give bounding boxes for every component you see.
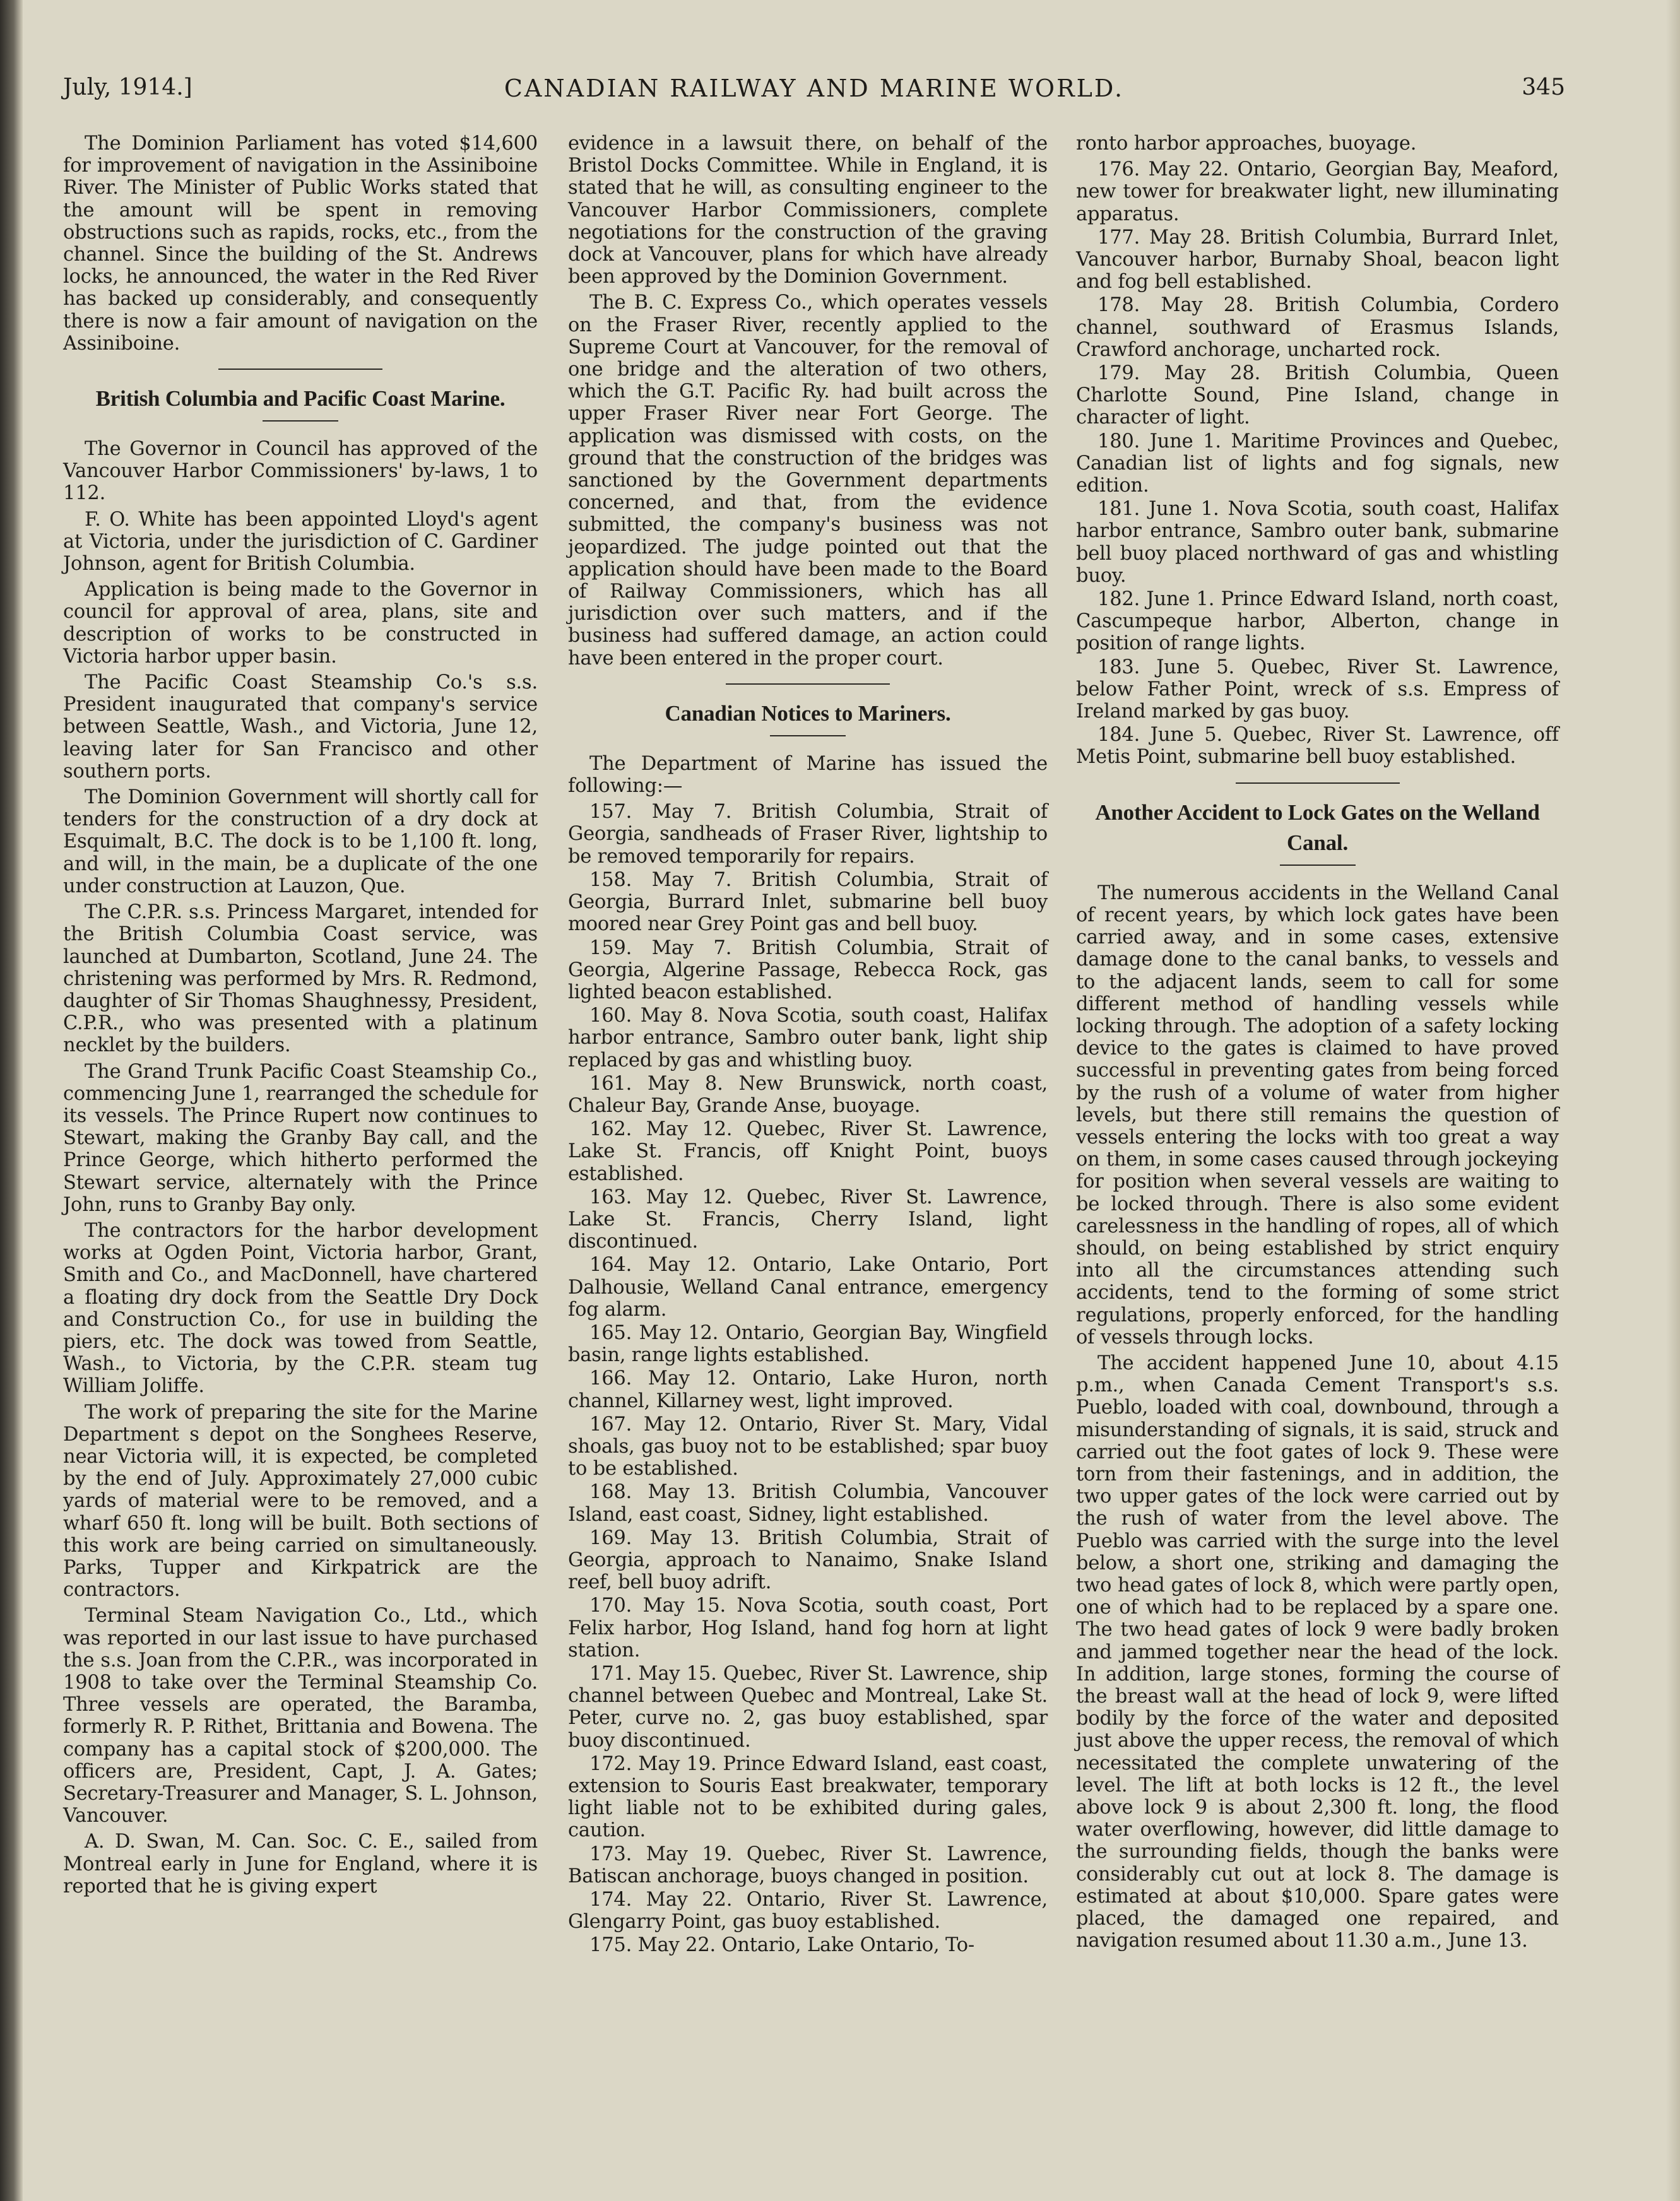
- notice-item: 169. May 13. British Columbia, Strait of Georgia, approach to Nanaimo, Snake Island reef, bell buoy adrift.: [568, 1526, 1048, 1594]
- notice-item: 157. May 7. British Columbia, Strait of Georgia, sandheads of Fraser River, lightship to be removed temporarily for repairs.: [568, 801, 1048, 868]
- divider: [770, 735, 846, 736]
- section-heading-welland-canal: Another Accident to Lock Gates on the Welland Canal.: [1095, 800, 1540, 855]
- paragraph: F. O. White has been appointed Lloyd's agent at Victoria, under the jurisdiction of C. Gardiner Johnson, agent for British Columbia.: [63, 508, 538, 575]
- page-number: 345: [1522, 74, 1565, 100]
- column-3: [1076, 133, 1559, 1956]
- notice-item: 168. May 13. British Columbia, Vancouver Island, east coast, Sidney, light established.: [568, 1481, 1048, 1526]
- paragraph: Terminal Steam Navigation Co., Ltd., which was reported in our last issue to have purchased the s.s. Joan from the C.P.R., was incorporated in 1908 to take over the Terminal Steamship Co. Three vessels are operated, the Baramba, formerly R. P. Rithet, Brittania and Bowena. The company has a capital stock of $200,000. The officers are, President, Capt, J. A. Gates; Secretary-Treasurer and Manager, S. L. Johnson, Vancouver.: [63, 1605, 538, 1827]
- notice-item: 164. May 12. Ontario, Lake Ontario, Port Dalhousie, Welland Canal entrance, emergency fog alarm.: [568, 1254, 1048, 1321]
- notice-item: 177. May 28. British Columbia, Burrard Inlet, Vancouver harbor, Burnaby Shoal, beacon light and fog bell established.: [1076, 226, 1559, 293]
- column-1: [63, 133, 538, 1901]
- paragraph: The work of preparing the site for the Marine Department s depot on the Songhees Reserve, near Victoria will, it is expected, be completed by the end of July. Approximately 27,000 cubic yards of material were to be removed, and a wharf 650 ft. long will be built. Both sections of this work are being carried on simultaneously. Parks, Tupper and Kirkpatrick are the contractors.: [63, 1401, 538, 1602]
- paragraph: The contractors for the harbor development works at Ogden Point, Victoria harbor, Grant, Smith and Co., and MacDonnell, have chartered a floating dry dock from the Seattle Dry Dock and Construction Co., for use in building the piers, etc. The dock was towed from Seattle, Wash., to Victoria, by the C.P.R. steam tug William Joliffe.: [63, 1219, 538, 1398]
- notice-item: 158. May 7. British Columbia, Strait of Georgia, Burrard Inlet, submarine bell buoy moored near Grey Point gas and bell buoy.: [568, 868, 1048, 936]
- notice-item: 170. May 15. Nova Scotia, south coast, Port Felix harbor, Hog Island, hand fog horn at light station.: [568, 1595, 1048, 1661]
- notice-item: 179. May 28. British Columbia, Queen Charlotte Sound, Pine Island, change in character of light.: [1076, 362, 1559, 429]
- divider: [263, 420, 338, 422]
- notice-item: 180. June 1. Maritime Provinces and Quebec, Canadian list of lights and fog signals, new edition.: [1076, 430, 1559, 497]
- notice-item: 181. June 1. Nova Scotia, south coast, Halifax harbor entrance, Sambro outer bank, submarine bell buoy placed northward of gas and whistling buoy.: [1076, 498, 1559, 587]
- paragraph: Application is being made to the Governor in council for approval of area, plans, site and description of works to be constructed in Victoria harbor upper basin.: [63, 579, 538, 668]
- paragraph: The Pacific Coast Steamship Co.'s s.s. President inaugurated that company's service between Seattle, Wash., and Victoria, June 12, leaving later for San Francisco and other southern ports.: [63, 671, 538, 782]
- notice-item: 174. May 22. Ontario, River St. Lawrence, Glengarry Point, gas buoy established.: [568, 1889, 1048, 1933]
- paragraph: The B. C. Express Co., which operates vessels on the Fraser River, recently applied to the Supreme Court at Vancouver, for the removal of one bridge and the alteration of two others, which the G.T. Pacific Ry. had built across the upper Fraser River near Fort George. The application was dismissed with costs, on the ground that the construction of the bridges was sanctioned by the Government departments concerned, and that, from the evidence submitted, the company's business was not jeopardized. The judge pointed out that the application should have been made to the Board of Railway Commissioners, which has all jurisdiction over such matters, and if the business had suffered damage, an action could have been entered in the proper court.: [568, 292, 1048, 670]
- notice-item: 178. May 28. British Columbia, Cordero channel, southward of Erasmus Islands, Crawford anchorage, uncharted rock.: [1076, 294, 1559, 361]
- notice-item: 166. May 12. Ontario, Lake Huron, north channel, Killarney west, light improved.: [568, 1367, 1048, 1412]
- paragraph: The Grand Trunk Pacific Coast Steamship Co., commencing June 1, rearranged the schedule for its vessels. The Prince Rupert now continues to Stewart, making the Granby Bay call, and the Prince George, which hitherto performed the Stewart service, alternately with the Prince John, runs to Granby Bay only.: [63, 1060, 538, 1216]
- notice-item: 176. May 22. Ontario, Georgian Bay, Meaford, new tower for breakwater light, new illuminating apparatus.: [1076, 158, 1559, 225]
- paragraph: The numerous accidents in the Welland Canal of recent years, by which lock gates have been carried away, and in some cases, extensive damage done to the canal banks, to vessels and to the adjacent lands, seem to call for some different method of handling vessels while locking through. The adoption of a safety locking device to the gates is claimed to have proved successful in preventing gates from being forced by the rush of a volume of water from higher levels, but there still remains the question of vessels entering the locks with too great a way on them, in some cases caused through jockeying for position when several vessels are waiting to be locked through. There is also some evident carelessness in the handling of ropes, all of which should, on being established by strict enquiry into all the circumstances attending such accidents, tend to the forming of some strict regulations, properly enforced, for the handling of vessels through locks.: [1076, 882, 1559, 1348]
- notice-item: 167. May 12. Ontario, River St. Mary, Vidal shoals, gas buoy not to be established; spar buoy to be established.: [568, 1413, 1048, 1480]
- book-spine-shadow: [0, 0, 23, 2201]
- header-date: July, 1914.]: [63, 74, 192, 100]
- paragraph: The Governor in Council has approved of the Vancouver Harbor Commissioners' by-laws, 1 to 112.: [63, 438, 538, 505]
- notice-item: 163. May 12. Quebec, River St. Lawrence, Lake St. Francis, Cherry Island, light discontinued.: [568, 1186, 1048, 1253]
- notice-item: 175. May 22. Ontario, Lake Ontario, To-: [589, 1934, 975, 1957]
- divider: [218, 369, 382, 370]
- divider: [726, 683, 890, 685]
- notice-item: 172. May 19. Prince Edward Island, east coast, extension to Souris East breakwater, temporary light liable not to be exhibited during gales, caution.: [568, 1752, 1048, 1842]
- paragraph-continued: ronto harbor approaches, buoyage.: [1076, 133, 1417, 155]
- notice-item: 171. May 15. Quebec, River St. Lawrence, ship channel between Quebec and Montreal, Lake St. Peter, curve no. 2, gas buoy established, spar buoy discontinued.: [568, 1663, 1048, 1752]
- header-title: CANADIAN RAILWAY AND MARINE WORLD.: [504, 74, 1125, 102]
- notice-item: 182. June 1. Prince Edward Island, north coast, Cascumpeque harbor, Alberton, change in position of range lights.: [1076, 588, 1559, 655]
- notice-item: 161. May 8. New Brunswick, north coast, Chaleur Bay, Grande Anse, buoyage.: [568, 1072, 1048, 1117]
- paragraph: The Department of Marine has issued the following:—: [568, 752, 1048, 798]
- column-2: [568, 133, 1048, 1958]
- section-heading-notices: Canadian Notices to Mariners.: [665, 700, 951, 726]
- paragraph: The Dominion Government will shortly call for tenders for the construction of a dry dock at Esquimalt, B.C. The dock is to be 1,100 ft. long, and will, in the main, be a duplicate of the one under construction at Lauzon, Que.: [63, 786, 538, 897]
- page-edge: [1666, 0, 1680, 2201]
- section-heading-bc-marine: British Columbia and Pacific Coast Marine.: [95, 386, 506, 411]
- divider: [1280, 864, 1356, 866]
- notice-item: 165. May 12. Ontario, Georgian Bay, Wingfield basin, range lights established.: [568, 1321, 1048, 1367]
- running-header: [63, 74, 1565, 112]
- notice-item: 173. May 19. Quebec, River St. Lawrence, Batiscan anchorage, buoys changed in position.: [568, 1843, 1048, 1887]
- notice-item: 183. June 5. Quebec, River St. Lawrence, below Father Point, wreck of s.s. Empress of Ireland marked by gas buoy.: [1076, 656, 1559, 723]
- paragraph: The C.P.R. s.s. Princess Margaret, intended for the British Columbia Coast service, was launched at Dumbarton, Scotland, June 24. The christening was performed by Mrs. R. Redmond, daughter of Sir Thomas Shaughnessy, President, C.P.R., who was presented with a platinum necklet by the builders.: [63, 901, 538, 1057]
- paragraph-continued: evidence in a lawsuit there, on behalf of the Bristol Docks Committee. While in England, it is stated that he will, as consulting engineer to the Vancouver Harbor Commissioners, complete negotiations for the construction of the graving dock at Vancouver, plans for which have already been approved by the Dominion Government.: [568, 133, 1048, 288]
- notice-item: 162. May 12. Quebec, River St. Lawrence, Lake St. Francis, off Knight Point, buoys established.: [568, 1118, 1048, 1185]
- notice-item: 160. May 8. Nova Scotia, south coast, Halifax harbor entrance, Sambro outer bank, light ship replaced by gas and whistling buoy.: [568, 1005, 1048, 1071]
- paragraph: The accident happened June 10, about 4.15 p.m., when Canada Cement Transport's s.s. Pueblo, loaded with coal, downbound, through a misunderstanding of signals, it is said, struck and carried out the foot gates of lock 9. These were torn from their fastenings, and in addition, the two upper gates of the lock were carried out by the rush of water from the level above. The Pueblo was carried with the surge into the level below, a short one, striking and damaging the two head gates of lock 8, which were partly open, one of which had to be replaced by a spare one. The two head gates of lock 9 were badly broken and jammed together near the head of the lock. In addition, large stones, forming the course of the breast wall at the head of lock 9, were lifted bodily by the force of the water and deposited just above the upper recess, the removal of which necessitated the complete unwatering of the level. The lift at both locks is 12 ft., the level above lock 9 is about 2,300 ft. long, the flood water overflowing, however, did little damage to the surrounding fields, though the banks were considerably cut out at lock 8. The damage is estimated at about $10,000. Spare gates were placed, the damaged one repaired, and navigation resumed about 11.30 a.m., June 13.: [1076, 1352, 1559, 1952]
- divider: [1236, 782, 1400, 784]
- notice-item: 184. June 5. Quebec, River St. Lawrence, off Metis Point, submarine bell buoy established.: [1076, 724, 1559, 769]
- notice-item: 159. May 7. British Columbia, Strait of Georgia, Algerine Passage, Rebecca Rock, gas lighted beacon established.: [568, 936, 1048, 1003]
- paragraph-assiniboine: The Dominion Parliament has voted $14,600 for improvement of navigation in the Assiniboine River. The Minister of Public Works stated that the amount will be spent in removing obstructions such as rapids, rocks, etc., from the channel. Since the building of the St. Andrews locks, he announced, the water in the Red River has backed up considerably, and consequently there is now a fair amount of navigation on the Assiniboine.: [63, 133, 538, 355]
- paragraph: A. D. Swan, M. Can. Soc. C. E., sailed from Montreal early in June for England, where it is reported that he is giving expert: [63, 1831, 538, 1897]
